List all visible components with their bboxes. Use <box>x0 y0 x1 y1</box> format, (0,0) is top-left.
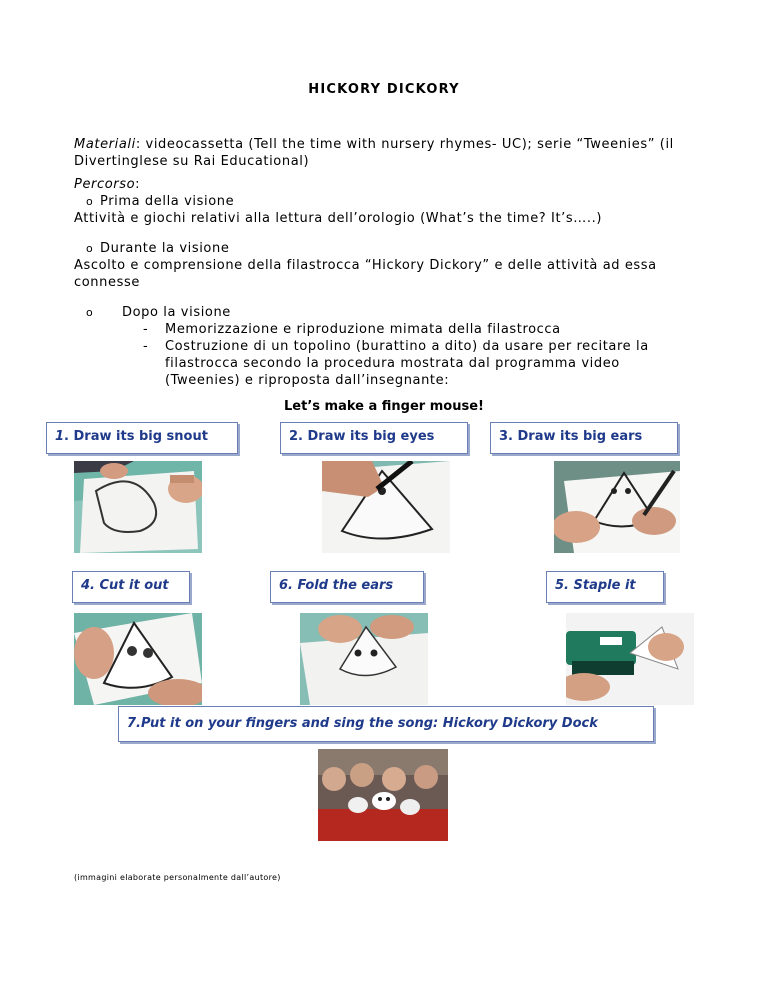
sub-item-2-line3: (Tweenies) e riproposta dall’insegnante: <box>165 373 450 388</box>
bullet-icon: o <box>86 306 94 319</box>
step2-description-line1: Ascolto e comprensione della filastrocca “Hickory Dickory” e delle attività ad essa <box>74 258 657 273</box>
step1-description: Attività e giochi relativi alla lettura dell’orologio (What’s the time? It’s…..) <box>74 211 603 226</box>
dash-icon: - <box>143 339 149 354</box>
percorso-heading <box>74 176 140 193</box>
sub-item-2-line1: Costruzione di un topolino (burattino a dito) da usare per recitare la <box>165 339 649 354</box>
photo-draw-eyes <box>322 461 450 553</box>
step3-bullet <box>86 304 231 321</box>
step-1-box <box>46 422 238 454</box>
step2-description-line2: connesse <box>74 275 140 290</box>
page-title: HICKORY DICKORY <box>308 82 460 97</box>
step1-bullet <box>86 193 234 210</box>
photo-draw-ears <box>554 461 680 553</box>
photo-children-singing <box>318 749 448 841</box>
materiali-label: Materiali <box>74 137 136 152</box>
step-1-text: . Draw its big snout <box>64 429 208 444</box>
photo-draw-snout <box>74 461 202 553</box>
dash-icon: - <box>143 322 149 337</box>
photo-staple <box>566 613 694 705</box>
step-3-box: 3. Draw its big ears <box>490 422 678 454</box>
bullet-icon: o <box>86 242 94 255</box>
step2-bullet <box>86 240 229 257</box>
bullet-icon: o <box>86 195 94 208</box>
photo-cut-out <box>74 613 202 705</box>
step-4-box: 4. Cut it out <box>72 571 190 603</box>
step2-title: Durante la visione <box>100 241 230 256</box>
step-5-box: 5. Staple it <box>546 571 664 603</box>
step2-description <box>74 257 657 291</box>
materiali-paragraph <box>74 136 714 170</box>
percorso-colon: : <box>135 177 141 192</box>
photo-fold-ears <box>300 613 428 705</box>
materiali-text-2: Divertinglese su Rai Educational) <box>74 154 310 169</box>
image-caption: (immagini elaborate personalmente dall’autore) <box>74 873 281 882</box>
step-2-box: 2. Draw its big eyes <box>280 422 468 454</box>
sub-item-1-text: Memorizzazione e riproduzione mimata della filastrocca <box>165 322 561 337</box>
step-7-box: 7.Put it on your fingers and sing the song: Hickory Dickory Dock <box>118 706 654 742</box>
step1-title: Prima della visione <box>100 194 235 209</box>
step-6-box: 6. Fold the ears <box>270 571 424 603</box>
finger-mouse-heading: Let’s make a finger mouse! <box>284 399 484 414</box>
sub-item-2-line2: filastrocca secondo la procedura mostrata dal programma video <box>165 356 620 371</box>
materiali-text: : videocassetta (Tell the time with nursery rhymes- UC); serie “Tweenies” (il <box>135 137 674 152</box>
percorso-label: Percorso <box>74 177 136 192</box>
sub-item-1 <box>143 321 561 338</box>
sub-item-2 <box>143 338 703 389</box>
step3-title: Dopo la visione <box>122 305 231 320</box>
step-1-number: 1 <box>55 429 65 444</box>
